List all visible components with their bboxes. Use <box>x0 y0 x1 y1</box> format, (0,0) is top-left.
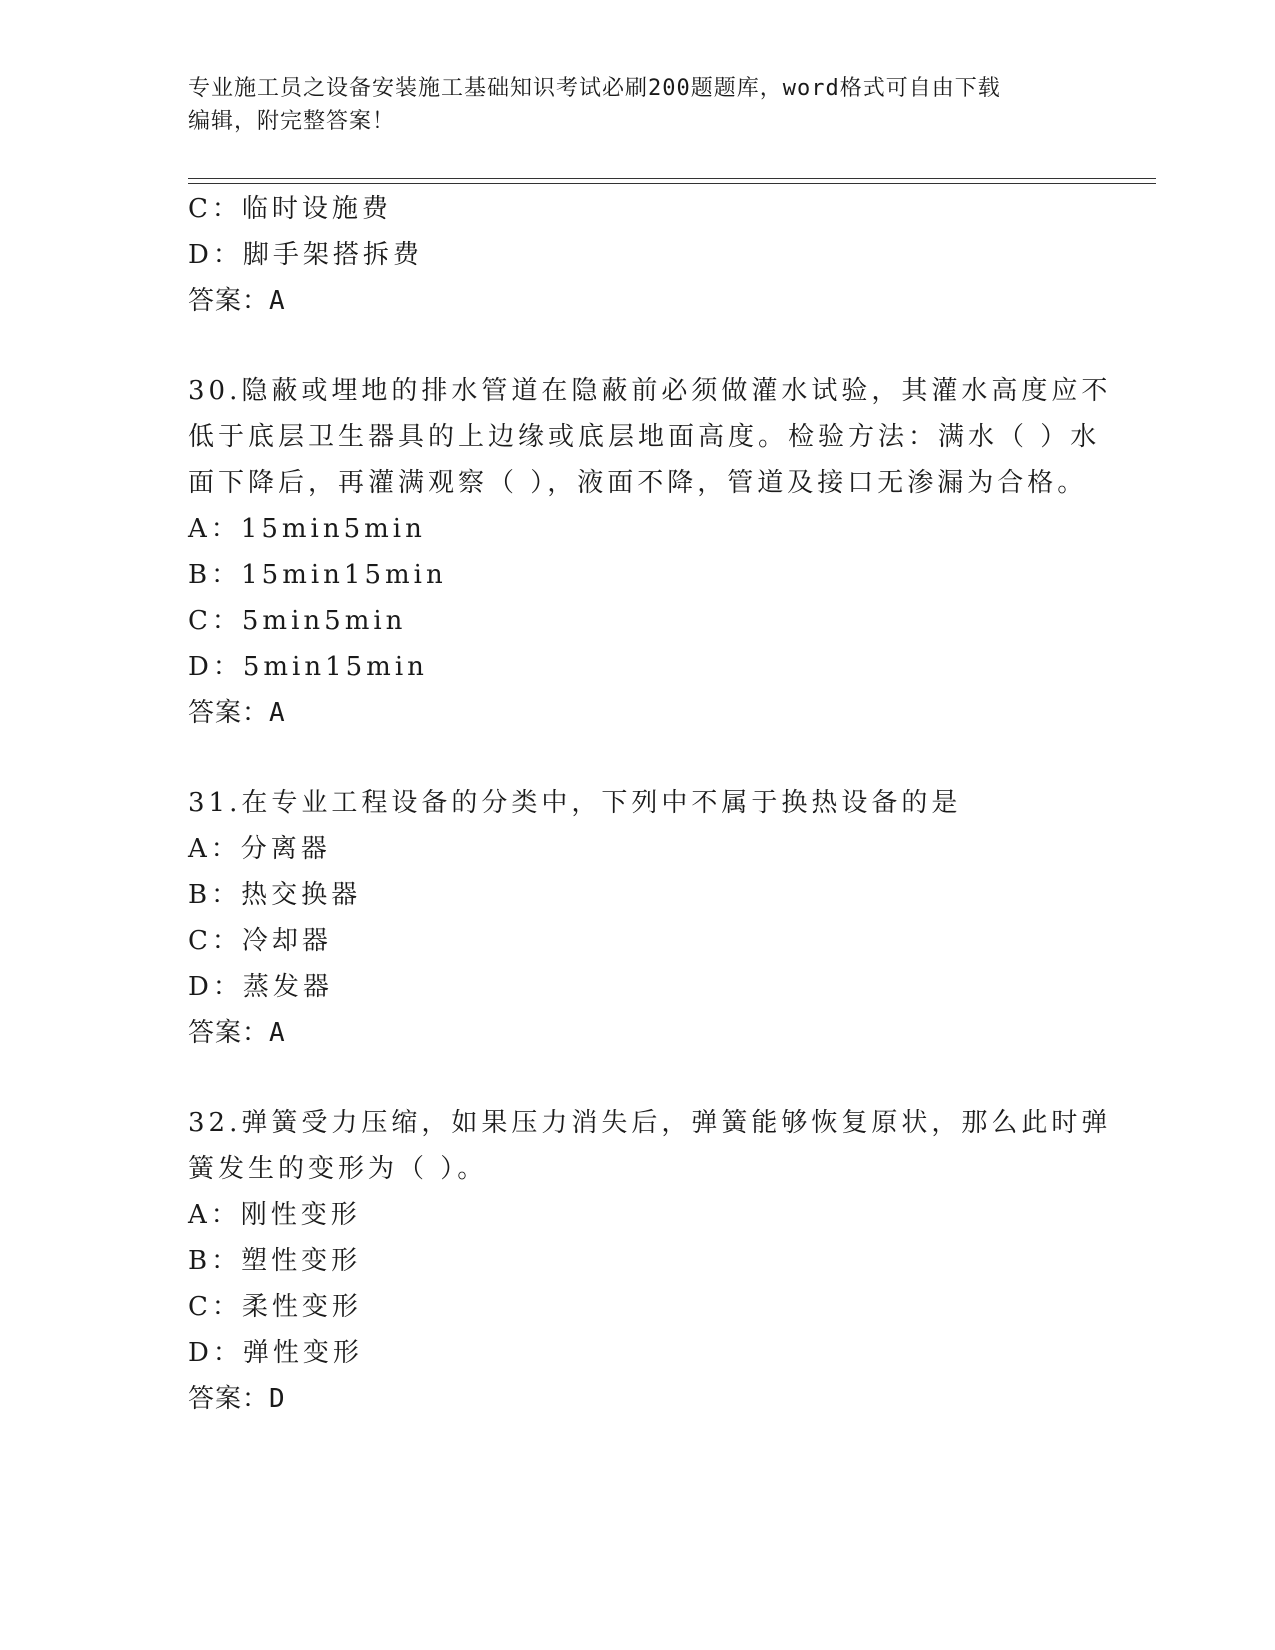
option-d: D：蒸发器 <box>188 972 333 1002</box>
question-stem-line: 面下降后，再灌满观察（ ），液面不降，管道及接口无渗漏为合格。 <box>188 468 1088 498</box>
question-stem-line: 簧发生的变形为（ ）。 <box>188 1154 488 1184</box>
option-c: C：柔性变形 <box>188 1292 362 1322</box>
question-stem-line: 30.隐蔽或埋地的排水管道在隐蔽前必须做灌水试验，其灌水高度应不 <box>188 376 1112 406</box>
question-stem-line: 低于底层卫生器具的上边缘或底层地面高度。检验方法：满水（ ）水 <box>188 422 1101 452</box>
option-a: A：分离器 <box>188 834 331 864</box>
option-c: C：冷却器 <box>188 926 332 956</box>
option-b: B：塑性变形 <box>188 1246 362 1276</box>
question-29-continued <box>188 186 1088 324</box>
option-b: B：热交换器 <box>188 880 362 910</box>
question-stem-line: 31.在专业工程设备的分类中，下列中不属于换热设备的是 <box>188 788 962 818</box>
page-header <box>188 72 1068 138</box>
header-title-line-2: 编辑，附完整答案！ <box>188 109 396 134</box>
header-divider <box>188 178 1156 184</box>
option-c: C：临时设施费 <box>188 194 392 224</box>
option-a: A：15min5min <box>188 514 426 544</box>
option-b: B：15min15min <box>188 560 447 590</box>
question-stem-line: 32.弹簧受力压缩，如果压力消失后，弹簧能够恢复原状，那么此时弹 <box>188 1108 1112 1138</box>
document-body <box>188 186 1112 1422</box>
option-d: D：5min15min <box>188 652 428 682</box>
answer-line: 答案：A <box>188 1018 286 1048</box>
spacer <box>188 324 1088 368</box>
spacer <box>188 1056 1088 1100</box>
question-32 <box>188 1100 1112 1422</box>
header-title-line-1: 专业施工员之设备安装施工基础知识考试必刷200题题库，word格式可自由下载 <box>188 76 1001 101</box>
option-c: C：5min5min <box>188 606 407 636</box>
answer-line: 答案：A <box>188 286 286 316</box>
option-a: A：刚性变形 <box>188 1200 361 1230</box>
option-d: D：脚手架搭拆费 <box>188 240 423 270</box>
answer-line: 答案：D <box>188 1384 286 1414</box>
spacer <box>188 736 1088 780</box>
question-30 <box>188 368 1112 736</box>
answer-line: 答案：A <box>188 698 286 728</box>
question-31 <box>188 780 1088 1056</box>
option-d: D：弹性变形 <box>188 1338 363 1368</box>
